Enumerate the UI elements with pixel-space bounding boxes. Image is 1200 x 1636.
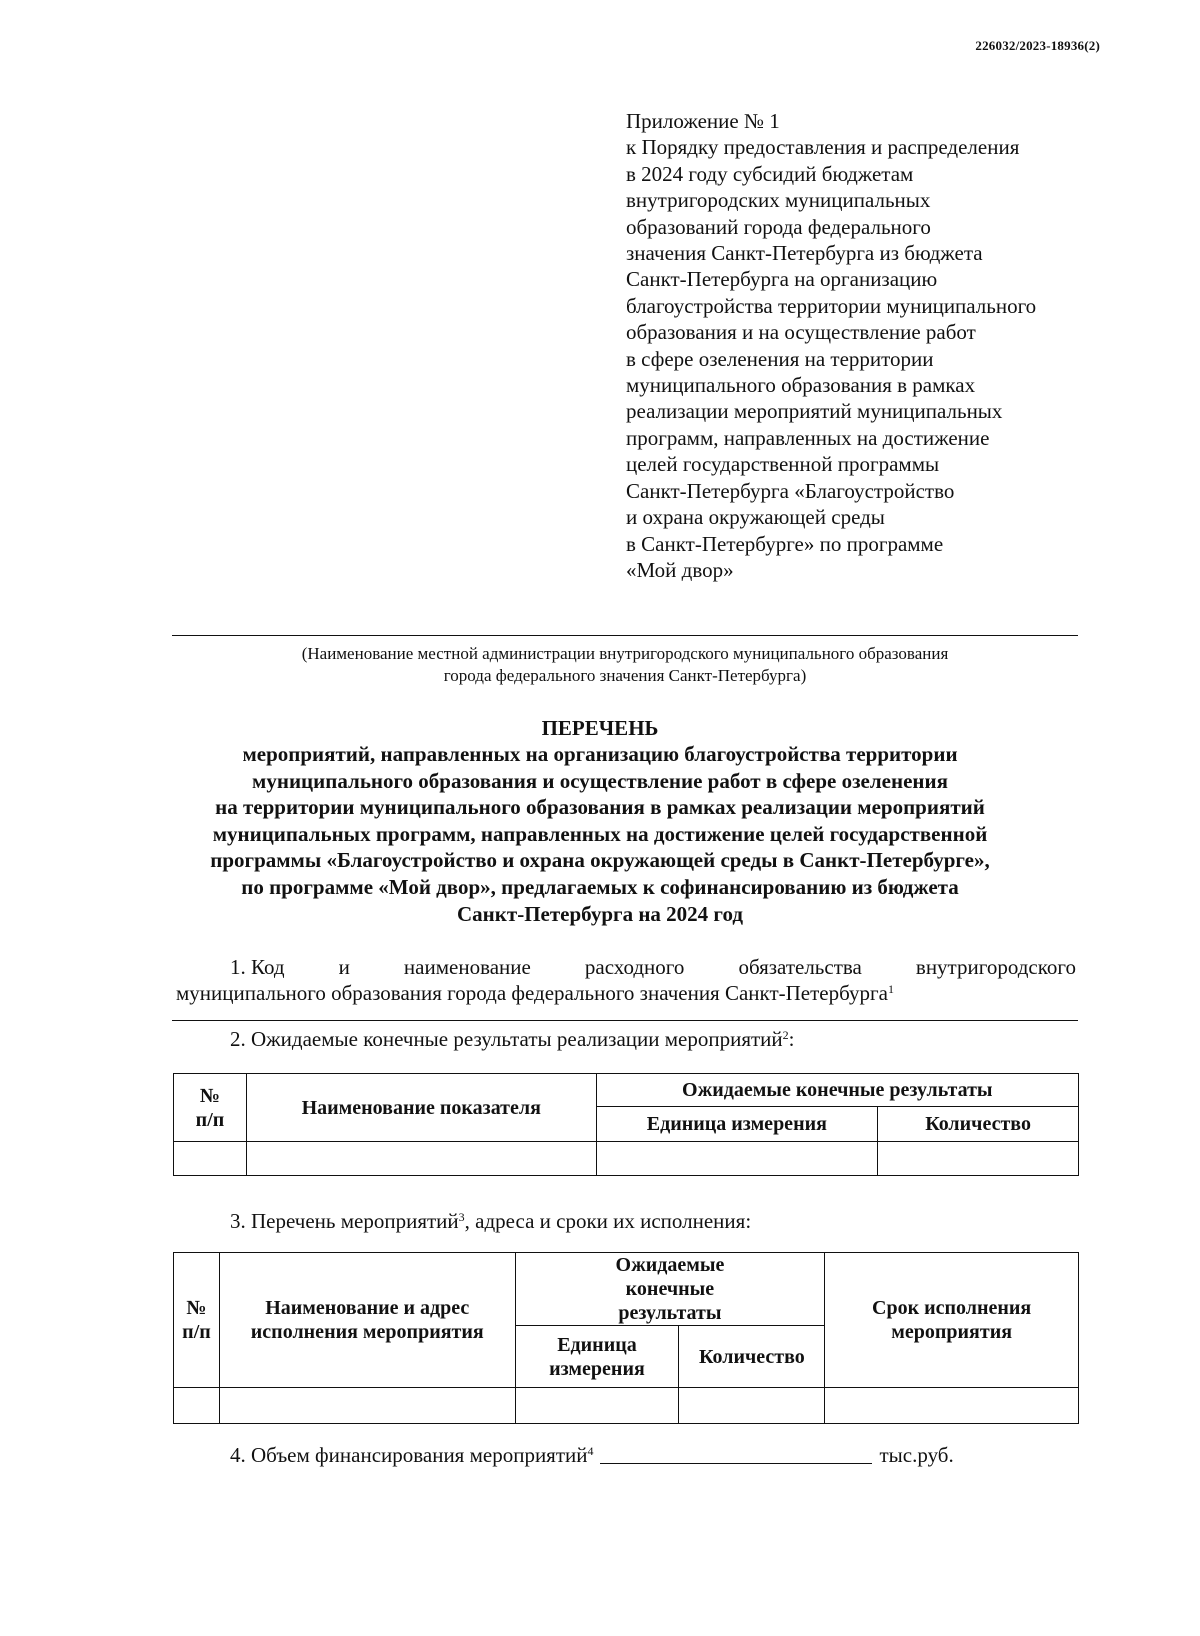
item-2-tail: : — [788, 1027, 795, 1051]
item-1-expense-code — [176, 954, 1076, 1006]
table2-header-indicator: Наименование показателя — [246, 1074, 596, 1142]
table3-header-quantity: Количество — [679, 1326, 825, 1388]
item-1-word: внутригородского — [915, 955, 1076, 979]
appendix-line: «Мой двор» — [626, 557, 734, 582]
document-registration-number: 226032/2023-18936(2) — [975, 38, 1100, 53]
table3-cell[interactable] — [174, 1388, 220, 1424]
item-4-financing-volume — [230, 1442, 954, 1468]
appendix-line: Санкт-Петербурга «Благоустройство — [626, 478, 955, 503]
expected-results-table — [173, 1073, 1079, 1176]
appendix-line: реализации мероприятий муниципальных — [626, 399, 1003, 424]
appendix-line: Санкт-Петербурга на организацию — [626, 267, 938, 292]
table3-header-term: Срок исполнения мероприятия — [825, 1253, 1079, 1388]
appendix-line: в 2024 году субсидий бюджетам — [626, 161, 914, 186]
document-title: ПЕРЕЧЕНЬ — [541, 716, 659, 740]
item-1-line-2-text: муниципального образования города федерального значения Санкт-Петербурга — [176, 981, 888, 1005]
item-3-text: 3. Перечень мероприятий — [230, 1209, 459, 1233]
appendix-line: образований города федерального — [626, 214, 931, 239]
appendix-line: и охрана окружающей среды — [626, 505, 885, 530]
table2-header-unit: Единица измерения — [596, 1107, 878, 1142]
table3-cell[interactable] — [679, 1388, 825, 1424]
table3-empty-row — [174, 1388, 1079, 1424]
admin-caption-line-2: города федерального значения Санкт-Петербурга) — [443, 666, 807, 685]
item-1-fill-line — [172, 1020, 1078, 1021]
item-1-word: наименование — [403, 955, 531, 979]
table2-cell[interactable] — [878, 1142, 1079, 1176]
appendix-line: к Порядку предоставления и распределения — [626, 135, 1020, 160]
footnote-ref-1: 1 — [887, 982, 894, 996]
subtitle-line: муниципальных программ, направленных на достижение целей государственной — [212, 821, 988, 846]
admin-name-fill-line — [172, 635, 1078, 636]
item-1-word: и — [338, 955, 350, 979]
table2-header-expected-results: Ожидаемые конечные результаты — [596, 1074, 1078, 1107]
item-3-activities-list — [230, 1208, 751, 1234]
appendix-line: благоустройства территории муниципального — [626, 293, 1037, 318]
subtitle-line: программы «Благоустройство и охрана окружающей среды в Санкт-Петербурге», — [210, 848, 990, 873]
appendix-line: Приложение № 1 — [626, 109, 780, 133]
subtitle-line: по программе «Мой двор», предлагаемых к софинансированию из бюджета — [241, 874, 959, 899]
appendix-line: образования и на осуществление работ — [626, 320, 976, 345]
table3-cell[interactable] — [515, 1388, 679, 1424]
table2-cell[interactable] — [174, 1142, 247, 1176]
appendix-line: программ, направленных на достижение — [626, 425, 990, 450]
appendix-line: в Санкт-Петербурге» по программе — [626, 531, 944, 556]
appendix-line: в сфере озеленения на территории — [626, 346, 934, 371]
footnote-ref-2: 2 — [782, 1028, 789, 1042]
appendix-line: муниципального образования в рамках — [626, 373, 976, 398]
item-1-word: 1. Код — [230, 955, 285, 979]
table3-cell[interactable] — [825, 1388, 1079, 1424]
item-3-tail: , адреса и сроки их исполнения: — [464, 1209, 752, 1233]
subtitle-line: на территории муниципального образования в рамках реализации мероприятий — [215, 795, 985, 820]
financing-amount-field[interactable] — [600, 1443, 872, 1464]
subtitle-line: Санкт-Петербурга на 2024 год — [457, 901, 743, 926]
item-1-line-1 — [176, 954, 1076, 980]
appendix-line: целей государственной программы — [626, 452, 940, 477]
activities-table — [173, 1252, 1079, 1424]
appendix-line: значения Санкт-Петербурга из бюджета — [626, 241, 983, 266]
table2-header-number: № п/п — [174, 1074, 247, 1142]
table3-header-expected-results: Ожидаемые конечные результаты — [515, 1253, 825, 1326]
subtitle-line: муниципального образования и осуществление работ в сфере озеленения — [252, 768, 948, 793]
item-2-text: 2. Ожидаемые конечные результаты реализации мероприятий — [230, 1027, 783, 1051]
appendix-line: внутригородских муниципальных — [626, 188, 931, 213]
appendix-header — [626, 108, 1096, 583]
table2-header-quantity: Количество — [878, 1107, 1079, 1142]
table2-cell[interactable] — [596, 1142, 878, 1176]
table2-cell[interactable] — [246, 1142, 596, 1176]
item-2-expected-results — [230, 1026, 795, 1052]
document-subtitle — [140, 741, 1060, 927]
item-4-unit: тыс.руб. — [879, 1443, 954, 1467]
item-1-word: расходного — [584, 955, 685, 979]
footnote-ref-4: 4 — [587, 1444, 594, 1458]
item-1-word: обязательства — [738, 955, 862, 979]
item-4-text: 4. Объем финансирования мероприятий — [230, 1443, 588, 1467]
table3-header-number: № п/п — [174, 1253, 220, 1388]
subtitle-line: мероприятий, направленных на организацию благоустройства территории — [242, 742, 958, 766]
footnote-ref-3: 3 — [458, 1210, 465, 1224]
table3-header-unit: Единица измерения — [515, 1326, 679, 1388]
table3-cell[interactable] — [219, 1388, 515, 1424]
table2-empty-row — [174, 1142, 1079, 1176]
item-1-line-2 — [176, 980, 1076, 1006]
admin-caption-line-1: (Наименование местной администрации внутригородского муниципального образования — [301, 644, 949, 663]
table3-header-name-address: Наименование и адрес исполнения мероприятия — [219, 1253, 515, 1388]
admin-name-caption — [172, 643, 1078, 687]
